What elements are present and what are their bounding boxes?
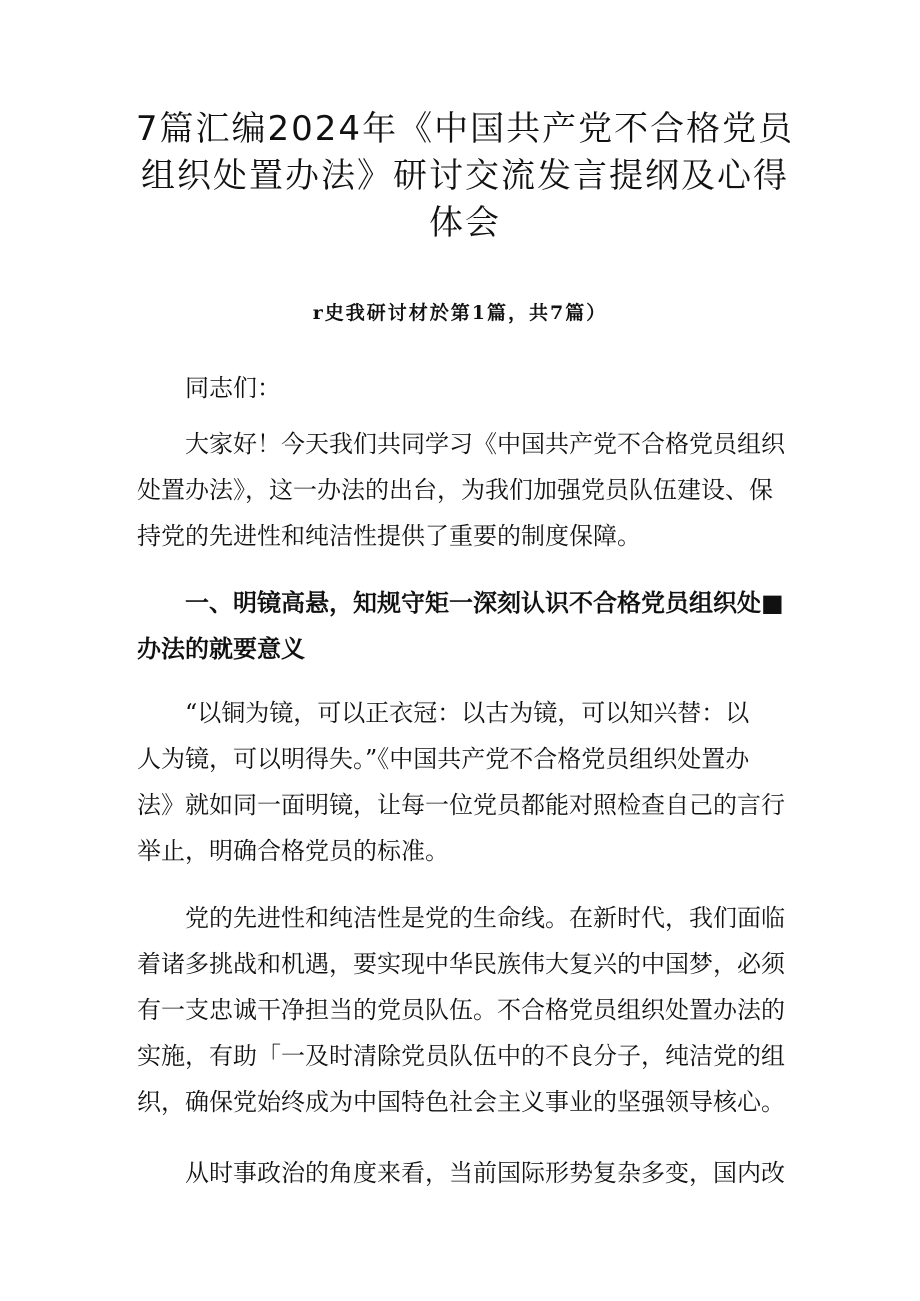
section-heading-1 — [137, 580, 797, 672]
paragraph-line: 处置办法》，这一办法的出台，为我们加强党员队伍建设、保 — [137, 476, 773, 504]
document-title — [120, 106, 810, 247]
paragraph-current-affairs — [137, 1150, 797, 1196]
paragraph-line: 织，确保党始终成为中国特色社会主义事业的坚强领导核心。 — [137, 1088, 785, 1116]
paragraph-line: 持党的先进性和纯洁性提供了重要的制度保障。 — [137, 522, 641, 550]
document-subtitle: r史我研讨材於第1篇，共7篇） — [312, 302, 608, 324]
paragraph-line: 着诸多挑战和机遇，要实现中华民族伟大复兴的中国梦，必须 — [137, 950, 785, 978]
greeting — [137, 365, 845, 411]
title-line: 组织处置办法》研讨交流发言提纲及心得 — [141, 156, 789, 196]
paragraph-lifeline — [137, 895, 797, 1125]
paragraph-line: 党的先进性和纯洁性是党的生命线。在新时代，我们面临 — [185, 904, 785, 932]
paragraph-line: 举止，明确合格党员的标准。 — [137, 837, 449, 865]
paragraph-line: 有一支忠诚干净担当的党员队伍。不合格党员组织处置办法的 — [137, 996, 785, 1024]
heading-line: 办法的就要意义 — [137, 634, 305, 663]
paragraph-line: 从时事政治的角度来看，当前国际形势复杂多变，国内改 — [185, 1159, 785, 1187]
paragraph-line: “以铜为镜，可以正衣冠：以古为镜，可以知兴替：以 — [185, 699, 750, 727]
paragraph-line: 法》就如同一面明镜，让每一位党员都能对照检查自己的言行 — [137, 791, 785, 819]
paragraph-mirror-quote — [137, 690, 797, 874]
title-line: 体会 — [429, 203, 501, 243]
paragraph-line: 实施，有助「一及时清除党员队伍中的不良分子，纯洁党的组 — [137, 1042, 785, 1070]
paragraph-line: 大家好！今天我们共同学习《中国共产党不合格党员组织 — [185, 430, 785, 458]
heading-line: 一、明镜高悬，知规守矩一深刻认识不合格党员组织处■ — [185, 588, 784, 617]
paragraph-intro — [137, 421, 797, 559]
greeting-text: 同志们： — [185, 374, 281, 402]
title-line: 7篇汇编2024年《中国共产党不合格党员 — [135, 109, 795, 149]
paragraph-line: 人为镜，可以明得失。”《中国共产党不合格党员组织处置办 — [137, 745, 750, 773]
